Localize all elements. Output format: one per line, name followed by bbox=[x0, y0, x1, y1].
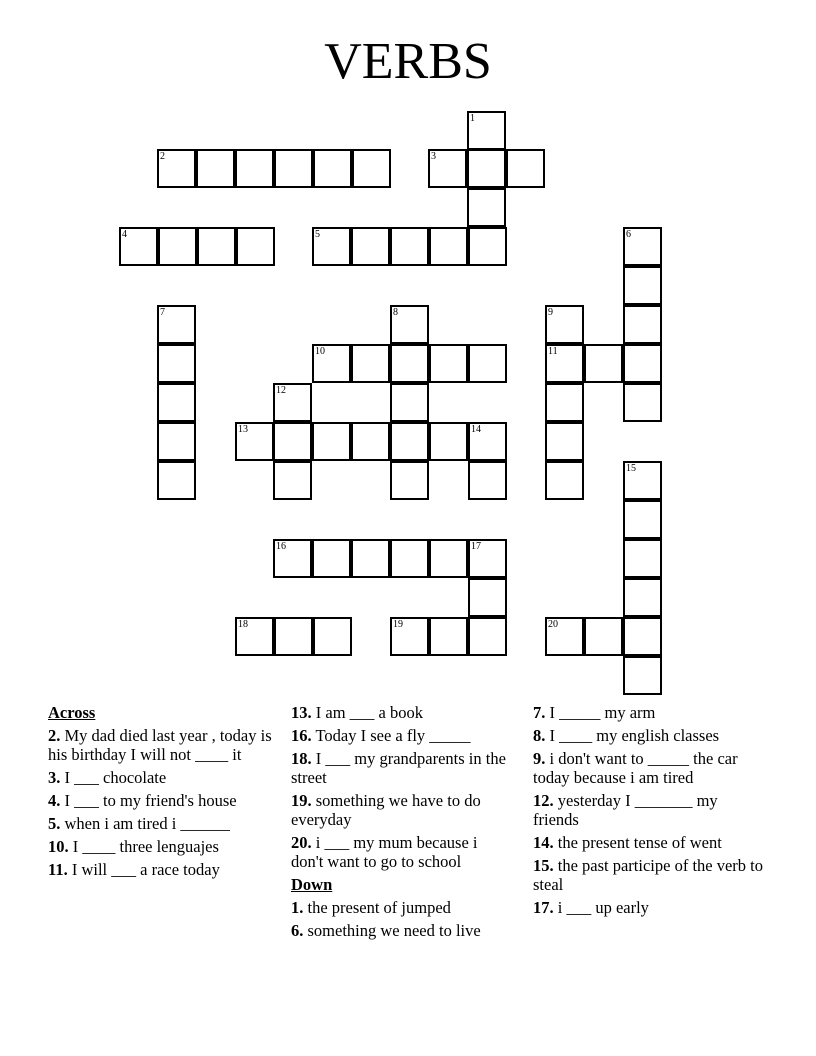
grid-cell[interactable] bbox=[157, 383, 196, 422]
clue-number: 6. bbox=[291, 921, 304, 940]
clue-number: 7. bbox=[533, 703, 546, 722]
clue-number: 18 bbox=[238, 619, 248, 630]
grid-cell[interactable] bbox=[157, 305, 196, 344]
grid-cell[interactable] bbox=[235, 422, 274, 461]
clue-number: 14. bbox=[533, 833, 554, 852]
clue-number: 17. bbox=[533, 898, 554, 917]
grid-cell[interactable] bbox=[545, 344, 584, 383]
clue-text: I will ___ a race today bbox=[71, 860, 220, 879]
clue-text: I _____ my arm bbox=[549, 703, 656, 722]
grid-cell[interactable] bbox=[352, 149, 391, 188]
grid-cell[interactable] bbox=[273, 383, 312, 422]
grid-cell[interactable] bbox=[467, 188, 506, 227]
grid-cell[interactable] bbox=[390, 344, 429, 383]
grid-cell[interactable] bbox=[235, 149, 274, 188]
clue-item bbox=[291, 749, 513, 787]
clue-number: 4 bbox=[122, 229, 127, 240]
clue-text: the present of jumped bbox=[307, 898, 451, 917]
grid-cell[interactable] bbox=[273, 539, 312, 578]
grid-cell[interactable] bbox=[623, 656, 662, 695]
clue-text: My dad died last year , today is his birthday I will not ____ it bbox=[48, 726, 272, 764]
grid-cell[interactable] bbox=[273, 461, 312, 500]
clue-number: 3. bbox=[48, 768, 61, 787]
clue-number: 16 bbox=[276, 541, 286, 552]
clue-item bbox=[533, 703, 763, 722]
clue-number: 19 bbox=[393, 619, 403, 630]
clue-number: 9. bbox=[533, 749, 546, 768]
grid-cell[interactable] bbox=[468, 578, 507, 617]
clue-item bbox=[291, 921, 513, 940]
grid-cell[interactable] bbox=[157, 149, 196, 188]
grid-cell[interactable] bbox=[545, 422, 584, 461]
clue-item bbox=[48, 860, 284, 879]
grid-cell[interactable] bbox=[623, 539, 662, 578]
clue-number: 8. bbox=[533, 726, 546, 745]
grid-cell[interactable] bbox=[623, 344, 662, 383]
clue-number: 11. bbox=[48, 860, 68, 879]
clue-number: 2. bbox=[48, 726, 61, 745]
clue-item bbox=[533, 726, 763, 745]
clue-item bbox=[533, 749, 763, 787]
grid-cell[interactable] bbox=[623, 578, 662, 617]
grid-cell[interactable] bbox=[273, 422, 312, 461]
clue-text: yesterday I _______ my friends bbox=[533, 791, 718, 829]
grid-cell[interactable] bbox=[468, 344, 507, 383]
clue-number: 18. bbox=[291, 749, 312, 768]
grid-cell[interactable] bbox=[196, 149, 235, 188]
clue-item bbox=[291, 833, 513, 871]
clue-item bbox=[533, 898, 763, 917]
clue-text: I ____ three lenguajes bbox=[72, 837, 219, 856]
grid-cell[interactable] bbox=[467, 149, 506, 188]
grid-cell[interactable] bbox=[429, 227, 468, 266]
grid-cell[interactable] bbox=[545, 305, 584, 344]
grid-cell[interactable] bbox=[467, 111, 506, 150]
grid-cell[interactable] bbox=[468, 461, 507, 500]
grid-cell[interactable] bbox=[584, 344, 623, 383]
grid-cell[interactable] bbox=[623, 500, 662, 539]
clue-number: 3 bbox=[431, 151, 436, 162]
clue-number: 2 bbox=[160, 151, 165, 162]
grid-cell[interactable] bbox=[390, 383, 429, 422]
clue-item bbox=[533, 833, 763, 852]
clue-item bbox=[48, 814, 284, 833]
clue-text: something we have to do everyday bbox=[291, 791, 481, 829]
grid-cell[interactable] bbox=[351, 539, 390, 578]
clue-number: 12. bbox=[533, 791, 554, 810]
clues-column-2 bbox=[291, 703, 513, 944]
clue-number: 13. bbox=[291, 703, 312, 722]
grid-cell[interactable] bbox=[236, 227, 275, 266]
grid-cell[interactable] bbox=[274, 617, 313, 656]
clue-text: i don't want to _____ the car today because i am tired bbox=[533, 749, 738, 787]
grid-cell[interactable] bbox=[351, 422, 390, 461]
grid-cell[interactable] bbox=[157, 344, 196, 383]
grid-cell[interactable] bbox=[390, 227, 429, 266]
grid-cell[interactable] bbox=[623, 461, 662, 500]
clue-text: I ____ my english classes bbox=[549, 726, 720, 745]
clue-number: 11 bbox=[548, 346, 558, 357]
grid-cell[interactable] bbox=[623, 617, 662, 656]
grid-cell[interactable] bbox=[429, 539, 468, 578]
clue-number: 13 bbox=[238, 424, 248, 435]
clue-number: 16. bbox=[291, 726, 312, 745]
clue-number: 6 bbox=[626, 229, 631, 240]
clue-number: 14 bbox=[471, 424, 481, 435]
clue-number: 8 bbox=[393, 307, 398, 318]
clue-number: 4. bbox=[48, 791, 61, 810]
clues-column-3 bbox=[533, 703, 763, 921]
clue-number: 15. bbox=[533, 856, 554, 875]
grid-cell[interactable] bbox=[312, 344, 351, 383]
grid-cell[interactable] bbox=[313, 617, 352, 656]
grid-cell[interactable] bbox=[312, 227, 351, 266]
clue-item bbox=[291, 898, 513, 917]
grid-cell[interactable] bbox=[235, 617, 274, 656]
grid-cell[interactable] bbox=[429, 422, 468, 461]
clue-text: Today I see a fly _____ bbox=[315, 726, 471, 745]
clue-item bbox=[533, 856, 763, 894]
clue-number: 9 bbox=[548, 307, 553, 318]
grid-cell[interactable] bbox=[197, 227, 236, 266]
grid-cell[interactable] bbox=[623, 266, 662, 305]
clue-item bbox=[533, 791, 763, 829]
clue-number: 1. bbox=[291, 898, 304, 917]
clue-text: i ___ my mum because i don't want to go to school bbox=[291, 833, 478, 871]
down-heading: Down bbox=[291, 875, 333, 894]
grid-cell[interactable] bbox=[468, 227, 507, 266]
grid-cell[interactable] bbox=[158, 227, 197, 266]
clue-text: the past participe of the verb to steal bbox=[533, 856, 764, 894]
clue-text: I am ___ a book bbox=[315, 703, 423, 722]
grid-cell[interactable] bbox=[157, 461, 196, 500]
clue-number: 19. bbox=[291, 791, 312, 810]
grid-cell[interactable] bbox=[623, 305, 662, 344]
across-heading: Across bbox=[48, 703, 96, 722]
grid-cell[interactable] bbox=[390, 461, 429, 500]
grid-cell[interactable] bbox=[312, 539, 351, 578]
clue-item bbox=[48, 768, 284, 787]
grid-cell[interactable] bbox=[468, 539, 507, 578]
grid-cell[interactable] bbox=[119, 227, 158, 266]
grid-cell[interactable] bbox=[428, 149, 467, 188]
clue-number: 20. bbox=[291, 833, 312, 852]
clue-text: when i am tired i ______ bbox=[64, 814, 230, 833]
clue-text: something we need to live bbox=[307, 921, 481, 940]
grid-cell[interactable] bbox=[351, 227, 390, 266]
clue-number: 20 bbox=[548, 619, 558, 630]
grid-cell[interactable] bbox=[313, 149, 352, 188]
clue-text: the present tense of went bbox=[557, 833, 722, 852]
clue-number: 10. bbox=[48, 837, 69, 856]
grid-cell[interactable] bbox=[429, 617, 468, 656]
clue-text: I ___ chocolate bbox=[64, 768, 167, 787]
clue-item bbox=[291, 703, 513, 722]
grid-cell[interactable] bbox=[545, 461, 584, 500]
grid-cell[interactable] bbox=[390, 539, 429, 578]
grid-cell[interactable] bbox=[390, 305, 429, 344]
clue-number: 15 bbox=[626, 463, 636, 474]
grid-cell[interactable] bbox=[274, 149, 313, 188]
clue-text: i ___ up early bbox=[557, 898, 649, 917]
page-title: VERBS bbox=[324, 33, 492, 90]
clue-item bbox=[291, 791, 513, 829]
clue-number: 10 bbox=[315, 346, 325, 357]
clue-text: I ___ my grandparents in the street bbox=[291, 749, 506, 787]
grid-cell[interactable] bbox=[623, 227, 662, 266]
grid-cell[interactable] bbox=[584, 617, 623, 656]
clue-item bbox=[48, 837, 284, 856]
grid-cell[interactable] bbox=[545, 617, 584, 656]
grid-cell[interactable] bbox=[429, 344, 468, 383]
grid-cell[interactable] bbox=[157, 422, 196, 461]
grid-cell[interactable] bbox=[468, 617, 507, 656]
clue-item bbox=[48, 791, 284, 810]
grid-cell[interactable] bbox=[545, 383, 584, 422]
clue-number: 5. bbox=[48, 814, 61, 833]
grid-cell[interactable] bbox=[468, 422, 507, 461]
clues-column-1 bbox=[48, 703, 284, 883]
grid-cell[interactable] bbox=[351, 344, 390, 383]
clue-number: 17 bbox=[471, 541, 481, 552]
grid-cell[interactable] bbox=[312, 422, 351, 461]
clue-number: 7 bbox=[160, 307, 165, 318]
clue-item bbox=[48, 726, 284, 764]
grid-cell[interactable] bbox=[390, 422, 429, 461]
clue-number: 1 bbox=[470, 113, 475, 124]
clue-item bbox=[291, 726, 513, 745]
grid-cell[interactable] bbox=[623, 383, 662, 422]
clue-text: I ___ to my friend's house bbox=[64, 791, 237, 810]
clue-number: 12 bbox=[276, 385, 286, 396]
grid-cell[interactable] bbox=[506, 149, 545, 188]
clue-number: 5 bbox=[315, 229, 320, 240]
grid-cell[interactable] bbox=[390, 617, 429, 656]
